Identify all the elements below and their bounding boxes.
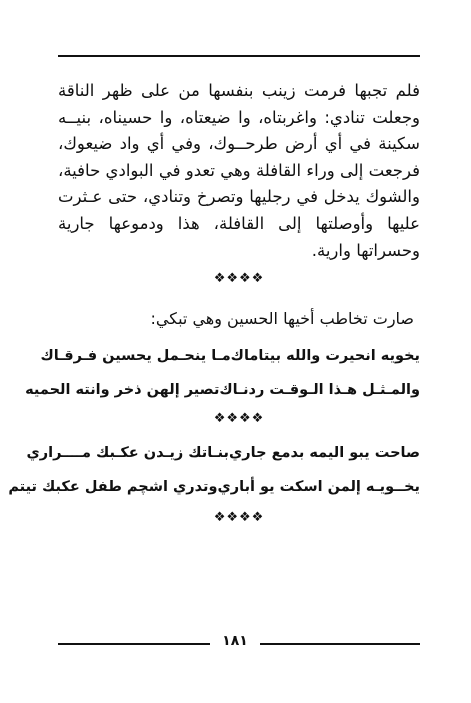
verse-hemistich-right: والمـثـل هـذا الـوقـت ردنـاك xyxy=(219,382,420,398)
verse-hemistich-left: مـا ينحـمل يحسين فـرقـاك xyxy=(40,348,231,364)
verse-row xyxy=(26,436,420,470)
separator-ornament: ❖❖❖❖ xyxy=(213,271,265,287)
separator-ornament: ❖❖❖❖ xyxy=(213,411,265,426)
footer-rule-left xyxy=(58,643,210,645)
separator-ornament: ❖❖❖❖ xyxy=(213,510,265,525)
verse-row xyxy=(25,373,420,407)
verse-hemistich-right: يخــويـه إلمن اسكت يو أباري xyxy=(217,479,420,495)
verse-hemistich-right: صاحت يبو اليمه بدمع جاري xyxy=(229,445,420,461)
prose-paragraph: فلم تجبها فرمت زينب بنفسها من على ظهر الناقة وجعلت تنادي: واغربتاه، وا ضيعتاه، وا حسيناه، بنيــه سكينة في أي أرض طرحــوك، وفي أي واد ضيعوك، فرجعت إلى وراء القافلة وهي تعدو في البوادي حافية، والشوك يدخل في رجليها وتصرخ وتنادي، حتى عـثرت عليها وأوصلتها إلى القافلة، هذا ودموعها جارية وحسراتها وارية. xyxy=(58,81,420,260)
verse-group-1 xyxy=(25,339,420,407)
header-rule xyxy=(58,55,420,57)
verse-row xyxy=(8,470,420,504)
verse-hemistich-left: بنـاتك زيـدن عكـبك مــــراري xyxy=(26,445,229,461)
page-number: ١٨١ xyxy=(222,633,248,649)
verse-intro: صارت تخاطب أخيها الحسين وهي تبكي: xyxy=(150,309,414,328)
prose-block xyxy=(58,78,420,292)
verse-hemistich-left: وتدري اشچم طفل عكبك تيتم xyxy=(8,479,218,495)
verse-group-2 xyxy=(8,436,420,504)
verse-hemistich-left: تصير إلهن ذخر وانته الحميه xyxy=(25,382,220,398)
footer-rule-right xyxy=(260,643,420,645)
verse-row xyxy=(40,339,420,373)
verse-hemistich-right: يخويه انحيرت والله بيتاماك xyxy=(230,348,420,364)
